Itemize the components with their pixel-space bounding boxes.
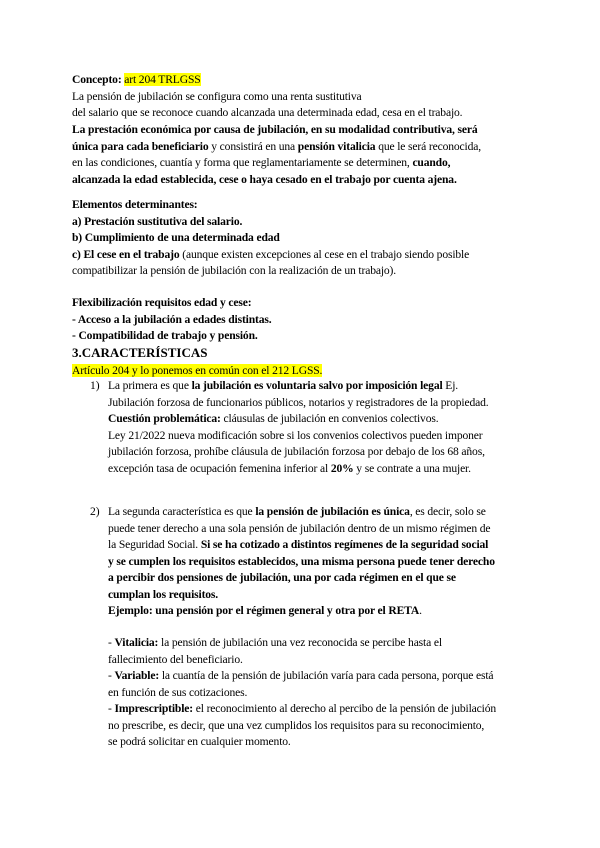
element-b: b) Cumplimiento de una determinada edad xyxy=(72,231,280,244)
imprescriptible-text-2: no prescribe, es decir, que una vez cumplidos los requisitos para su reconocimiento, xyxy=(108,718,485,732)
item2-l5: a percibir dos pensiones de jubilación, una por cada régimen en el que se xyxy=(108,571,456,584)
elements-title: Elementos determinantes: xyxy=(72,198,198,211)
element-c-bold: c) El cese en el trabajo xyxy=(72,247,180,261)
item2-l3b: Si se ha cotizado a distintos regímenes de la seguridad social xyxy=(200,538,489,551)
def-line-1: La prestación económica por causa de jubilación, en su modalidad contributiva, será xyxy=(72,123,478,136)
characteristics-subheading-highlight: Artículo 204 y lo ponemos en común con el 212 LGSS. xyxy=(72,363,323,377)
element-c-text-1: (aunque existen excepciones al cese en el trabajo siendo posible xyxy=(179,247,470,261)
item1-l5: jubilación forzosa, prohíbe cláusula de jubilación forzosa por debajo de los 68 años, xyxy=(108,445,485,458)
flex-section xyxy=(72,295,532,345)
variable-text-1: la cuantía de la pensión de jubilación varía para cada persona, porque está xyxy=(159,669,494,682)
definition-paragraph xyxy=(72,122,532,188)
item2-l2: puede tener derecho a una sola pensión de jubilación dentro de un mismo régimen de xyxy=(108,521,491,535)
item2-l7b: . xyxy=(419,604,422,617)
def-line-2a: única para cada beneficiario xyxy=(72,139,209,153)
vitalicia-text-2: fallecimiento del beneficiario. xyxy=(108,652,243,666)
item1-l1a: La primera es que xyxy=(108,379,192,392)
item1-l3a: Cuestión problemática: xyxy=(108,412,221,425)
elements-section xyxy=(72,197,532,280)
flex-item-1: - Acceso a la jubilación a edades distintas. xyxy=(72,312,272,326)
concept-label: Concepto: xyxy=(72,73,125,86)
def-line-3b: cuando, xyxy=(412,156,451,169)
vitalicia-dash: - xyxy=(108,636,115,649)
vitalicia-text-1: la pensión de jubilación una vez reconocida se percibe hasta el xyxy=(158,636,442,649)
item1-l1c: Ej. xyxy=(442,379,459,392)
vitalicia-label: Vitalicia: xyxy=(114,636,159,649)
def-line-2c: pensión vitalicia xyxy=(297,139,376,153)
element-a: a) Prestación sustitutiva del salario. xyxy=(72,214,243,228)
imprescriptible-text-3: se podrá solicitar en cualquier momento. xyxy=(108,735,291,748)
def-line-4: alcanzada la edad establecida, cese o haya cesado en el trabajo por cuenta ajena. xyxy=(72,172,457,186)
item2-l7: Ejemplo: una pensión por el régimen general y otra por el RETA xyxy=(108,604,420,617)
flex-title: Flexibilización requisitos edad y cese: xyxy=(72,296,252,309)
item1-l1b: la jubilación es voluntaria salvo por imposición legal xyxy=(191,379,443,392)
item2-l3a: la Seguridad Social. xyxy=(108,538,201,551)
concept-paragraph xyxy=(72,72,532,122)
list-item-1 xyxy=(108,378,528,477)
imprescriptible-dash: - xyxy=(108,702,115,715)
variable-text-2: en función de sus cotizaciones. xyxy=(108,685,248,699)
item1-l6b: 20% xyxy=(330,461,354,475)
item1-l3b: cláusulas de jubilación en convenios colectivos. xyxy=(220,412,439,425)
concept-text-2: del salario que se reconoce cuando alcanzada una determinada edad, cesa en el trabajo. xyxy=(72,106,463,119)
def-line-2d: que le será reconocida, xyxy=(375,139,481,153)
item2-l1b: la pensión de jubilación es única xyxy=(255,505,410,518)
imprescriptible-label: Imprescriptible: xyxy=(114,702,193,715)
variable-label: Variable: xyxy=(114,669,160,682)
item2-l6: cumplan los requisitos. xyxy=(108,587,219,601)
characteristics-heading-block xyxy=(72,345,532,379)
item1-l2: Jubilación forzosa de funcionarios públicos, notarios y registradores de la propiedad. xyxy=(108,395,489,409)
concept-text-1: La pensión de jubilación se configura como una renta sustitutiva xyxy=(72,89,362,103)
def-line-2b: y consistirá en una xyxy=(208,139,298,153)
element-c-text-2: compatibilizar la pensión de jubilación con la realización de un trabajo). xyxy=(72,264,397,277)
item2-l4: y se cumplen los requisitos establecidos, una misma persona puede tener derecho xyxy=(108,554,495,568)
flex-item-2: - Compatibilidad de trabajo y pensión. xyxy=(72,329,258,342)
sub-characteristics xyxy=(108,635,528,751)
list-number-2: 2) xyxy=(90,505,100,518)
concept-reference-highlight: art 204 TRLGSS xyxy=(124,73,201,86)
item1-l6c: y se contrate a una mujer. xyxy=(353,461,471,475)
item2-l1c: , es decir, solo se xyxy=(409,505,486,518)
list-item-2 xyxy=(108,504,528,620)
variable-dash: - xyxy=(108,669,115,682)
item1-l6a: excepción tasa de ocupación femenina inferior al xyxy=(108,461,331,475)
imprescriptible-text-1: el reconocimiento al derecho al percibo de la pensión de jubilación xyxy=(193,702,497,715)
characteristics-heading: 3.CARACTERÍSTICAS xyxy=(72,345,208,360)
item1-l4: Ley 21/2022 nueva modificación sobre si los convenios colectivos pueden imponer xyxy=(108,428,483,442)
item2-l1a: La segunda característica es que xyxy=(108,505,256,518)
def-line-3a: en las condiciones, cuantía y forma que reglamentariamente se determinen, xyxy=(72,156,413,169)
list-number-1: 1) xyxy=(90,379,100,392)
